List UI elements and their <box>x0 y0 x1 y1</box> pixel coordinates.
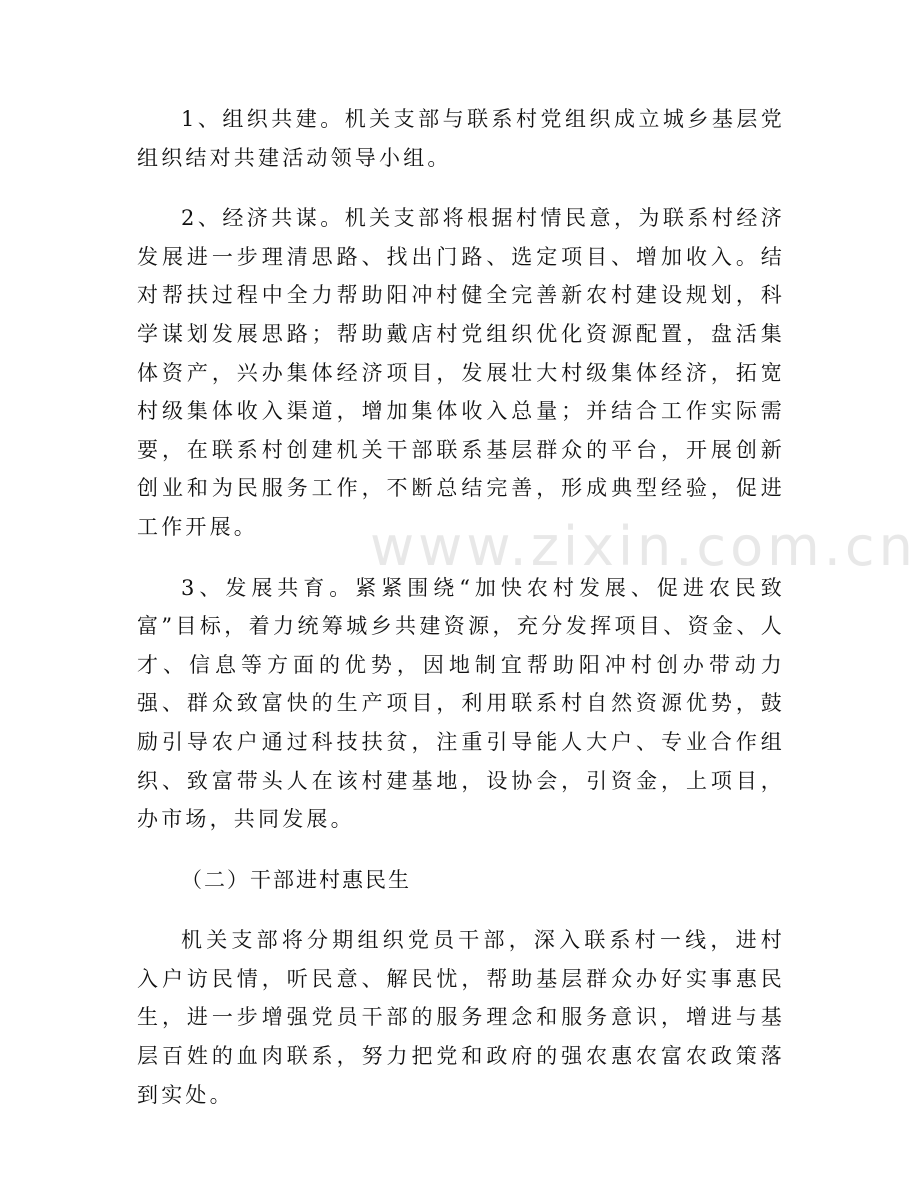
paragraph-cadres-to-village: 机关支部将分期组织党员干部，深入联系村一线，进村入户访民情，听民意、解民忧，帮助基层群众办好实事惠民生，进一步增强党员干部的服务理念和服务意识，增进与基层百姓的血肉联系，努力把党和政府的强农惠农富农政策落到实处。 <box>137 928 785 1107</box>
paragraph-organization-co-building: 1、组织共建。机关支部与联系村党组织成立城乡基层党组织结对共建活动领导小组。 <box>137 107 785 170</box>
paragraph-development-co-cultivation: 3、发展共育。紧紧围绕“加快农村发展、促进农民致富”目标，着力统筹城乡共建资源，充分发挥项目、资金、人才、信息等方面的优势，因地制宜帮助阳冲村创办带动力强、群众致富快的生产项目，利用联系村自然资源优势，鼓励引导农户通过科技扶贫，注重引导能人大户、专业合作组织、致富带头人在该村建基地，设协会，引资金，上项目，办市场，共同发展。 <box>137 575 785 832</box>
document-body <box>137 100 785 1114</box>
paragraph-economic-co-planning: 2、经济共谋。机关支部将根据村情民意，为联系村经济发展进一步理清思路、找出门路、选定项目、增加收入。结对帮扶过程中全力帮助阳冲村健全完善新农村建设规划，科学谋划发展思路；帮助戴店村党组织优化资源配置，盘活集体资产，兴办集体经济项目，发展壮大村级集体经济，拓宽村级集体收入渠道，增加集体收入总量；并结合工作实际需要，在联系村创建机关干部联系基层群众的平台，开展创新创业和为民服务工作，不断总结完善，形成典型经验，促进工作开展。 <box>137 206 785 539</box>
section-heading: （二）干部进村惠民生 <box>181 867 411 892</box>
watermark: www.zixin.com.cn <box>370 515 917 578</box>
